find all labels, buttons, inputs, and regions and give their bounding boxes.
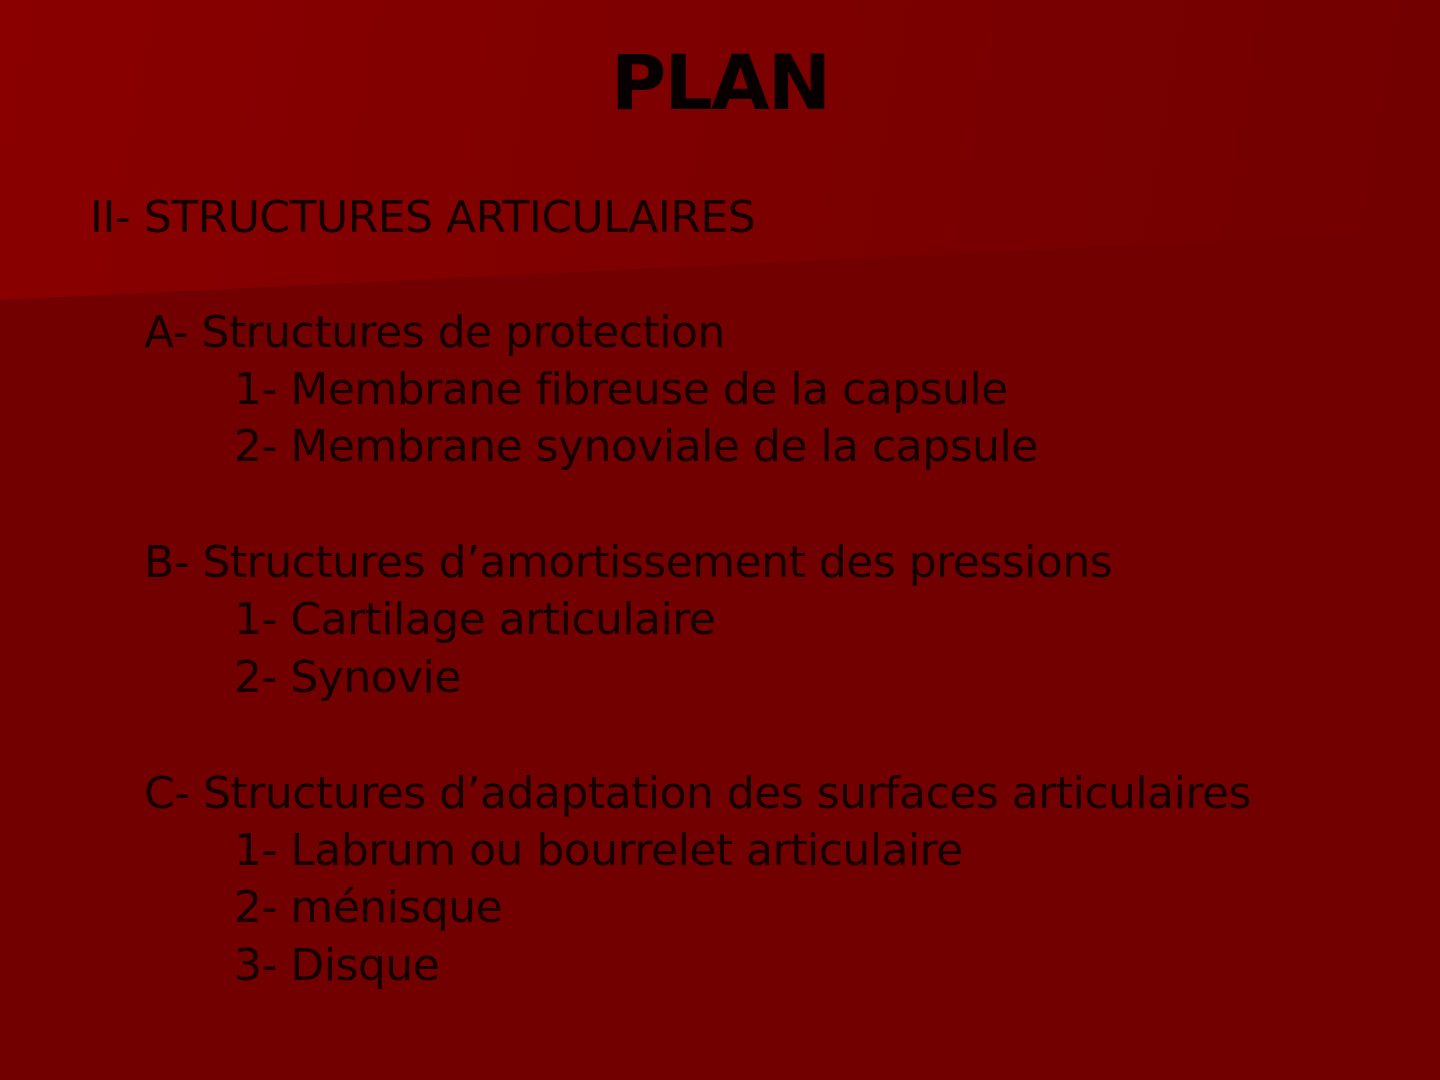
group-a-item-2: 2- Membrane synoviale de la capsule <box>234 421 1038 472</box>
group-a-item-1: 1- Membrane fibreuse de la capsule <box>234 364 1008 415</box>
section-heading: II- STRUCTURES ARTICULAIRES <box>90 192 756 243</box>
group-c-item-1: 1- Labrum ou bourrelet articulaire <box>234 825 963 876</box>
group-c-label: C- Structures d’adaptation des surfaces articulaires <box>144 768 1251 819</box>
group-b-item-1: 1- Cartilage articulaire <box>234 594 716 645</box>
group-c-item-3: 3- Disque <box>234 940 440 991</box>
group-b-label: B- Structures d’amortissement des pressions <box>144 537 1113 588</box>
group-a-label: A- Structures de protection <box>144 307 725 358</box>
slide-title: PLAN <box>610 38 830 127</box>
group-c-item-2: 2- ménisque <box>234 882 503 933</box>
group-b-item-2: 2- Synovie <box>234 652 461 703</box>
